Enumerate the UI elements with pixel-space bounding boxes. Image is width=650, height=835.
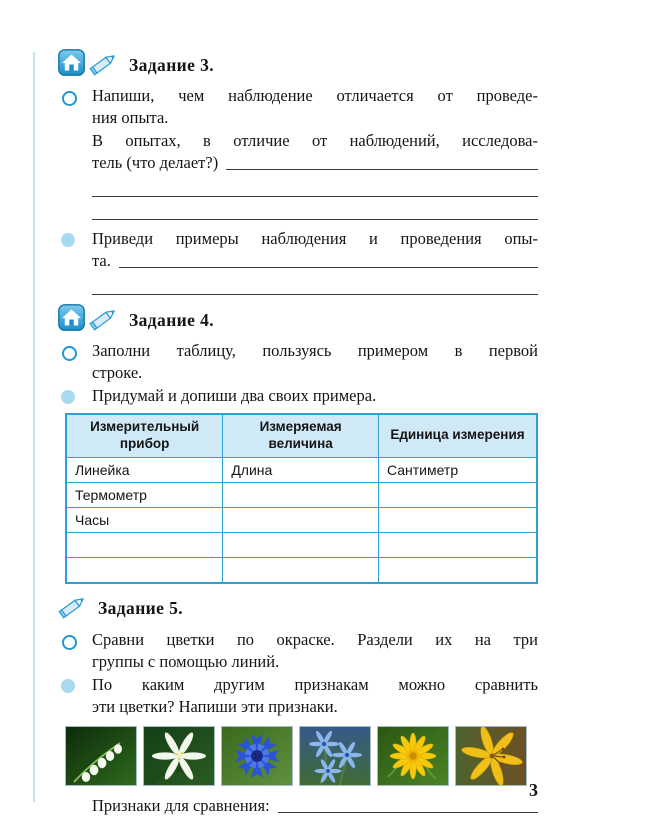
home-icon	[58, 49, 85, 81]
table-header-cell: Измерительный прибор	[66, 414, 223, 457]
paragraph-line: Заполни таблицу, пользуясь примером в первой	[92, 341, 538, 360]
table-cell: Линейка	[66, 457, 223, 482]
comparison-caption: Признаки для сравнения:	[92, 795, 270, 815]
table-row	[66, 557, 537, 583]
table-cell-empty[interactable]	[66, 532, 223, 557]
task-title: Задание 3.	[129, 54, 215, 75]
task-section-3	[60, 50, 538, 295]
task-5-header	[58, 594, 538, 624]
paragraph-line: Напиши, чем наблюдение отличается от проведе-	[92, 86, 538, 105]
table-cell-empty[interactable]	[223, 507, 379, 532]
table-cell: Часы	[66, 507, 223, 532]
table-header-row	[66, 414, 537, 457]
home-icon	[58, 304, 85, 336]
bullet-ring-icon	[62, 635, 77, 650]
write-line[interactable]	[278, 812, 538, 813]
lily-of-the-valley-photo[interactable]	[65, 726, 137, 786]
task-title: Задание 4.	[129, 309, 215, 330]
bullet-ring-icon	[62, 91, 77, 106]
paragraph-line: та.	[92, 251, 111, 270]
paragraph-line: группы с помощью линий.	[92, 651, 280, 671]
table-row	[66, 457, 537, 482]
table-cell-empty[interactable]	[66, 557, 223, 583]
write-line[interactable]	[92, 197, 538, 220]
table-cell-empty[interactable]	[378, 532, 537, 557]
yellow-adonis-photo[interactable]	[377, 726, 449, 786]
table-cell-empty[interactable]	[223, 557, 379, 583]
table-cell-empty[interactable]	[223, 532, 379, 557]
pencil-icon	[89, 49, 119, 82]
write-line[interactable]	[92, 174, 538, 197]
bullet-dot-icon	[61, 390, 75, 404]
table-row	[66, 532, 537, 557]
yellow-lily-photo[interactable]	[455, 726, 527, 786]
table-header-cell: Измеряемая величина	[223, 414, 379, 457]
blue-scilla-photo[interactable]	[299, 726, 371, 786]
table-row	[66, 482, 537, 507]
measurement-table	[65, 413, 538, 584]
table-cell: Термометр	[66, 482, 223, 507]
table-cell: Длина	[223, 457, 379, 482]
flower-photo-strip	[65, 726, 538, 786]
table-cell-empty[interactable]	[378, 482, 537, 507]
table-cell-empty[interactable]	[223, 482, 379, 507]
task-section-4	[60, 305, 538, 584]
task-title: Задание 5.	[98, 598, 184, 619]
task-3-header	[58, 50, 538, 80]
table-cell-empty[interactable]	[378, 507, 537, 532]
white-lily-photo[interactable]	[143, 726, 215, 786]
paragraph-line: строке.	[92, 363, 143, 382]
paragraph-line: Сравни цветки по окраске. Раздели их на три	[92, 629, 538, 649]
paragraph-line: тель (что делает?)	[92, 153, 219, 172]
table-cell: Сантиметр	[378, 457, 537, 482]
table-cell-empty[interactable]	[378, 557, 537, 583]
paragraph-line: Приведи примеры наблюдения и проведения опы-	[92, 229, 538, 248]
paragraph-line: ния опыта.	[92, 108, 169, 127]
paragraph-line: По каким другим признакам можно сравнить	[92, 674, 538, 694]
margin-rule	[33, 52, 35, 802]
table-row	[66, 507, 537, 532]
paragraph-line: эти цветки? Напиши эти признаки.	[92, 696, 338, 716]
write-line[interactable]	[226, 169, 538, 170]
cornflower-photo[interactable]	[221, 726, 293, 786]
bullet-ring-icon	[62, 346, 77, 361]
page-number: 3	[529, 780, 538, 800]
table-header-cell: Единица измерения	[378, 414, 537, 457]
pencil-icon	[89, 304, 119, 337]
paragraph-line: В опытах, в отличие от наблюдений, исследова-	[92, 131, 538, 150]
write-line[interactable]	[92, 272, 538, 295]
paragraph-line: Придумай и допиши два своих примера.	[92, 386, 377, 405]
bullet-dot-icon	[61, 679, 75, 693]
task-4-header	[58, 305, 538, 335]
pencil-icon	[58, 592, 88, 625]
write-line[interactable]	[119, 267, 538, 268]
bullet-dot-icon	[61, 233, 75, 247]
